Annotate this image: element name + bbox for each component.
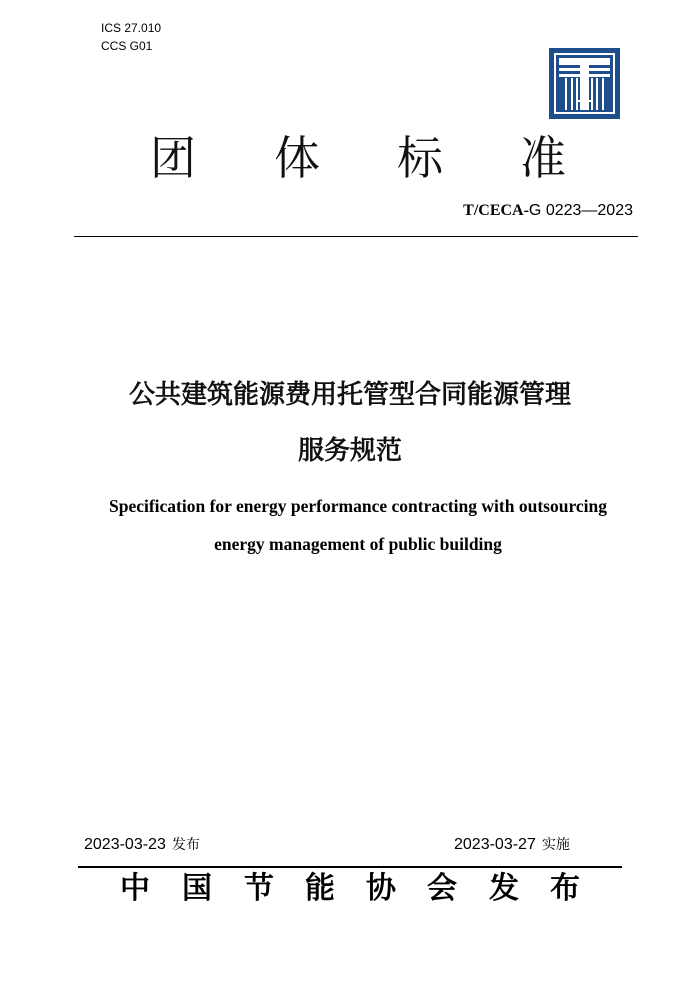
organization-logo bbox=[549, 48, 620, 119]
title-en-line1: Specification for energy performance contracting with outsourcing bbox=[108, 496, 608, 516]
ics-code: ICS 27.010 bbox=[101, 21, 162, 35]
standard-category-title bbox=[0, 128, 700, 188]
category-char: 体 bbox=[274, 131, 320, 185]
publisher-char: 节 bbox=[244, 871, 274, 906]
standard-code bbox=[463, 202, 633, 220]
implement-label: 实施 bbox=[541, 837, 570, 853]
top-divider bbox=[74, 236, 638, 237]
publisher-char: 布 bbox=[550, 871, 580, 906]
standard-code-prefix: T/CECA- bbox=[463, 202, 529, 219]
category-char: 标 bbox=[397, 131, 443, 185]
category-char: 团 bbox=[150, 131, 196, 185]
category-char: 准 bbox=[520, 131, 566, 185]
publisher-char: 国 bbox=[182, 871, 212, 906]
publisher bbox=[0, 868, 700, 910]
ccs-code: CCS G01 bbox=[101, 39, 153, 53]
title-cn-line2: 服务规范 bbox=[297, 436, 402, 466]
publisher-char: 中 bbox=[120, 871, 150, 906]
release-label: 发布 bbox=[171, 837, 200, 853]
classification-codes bbox=[101, 19, 161, 55]
publisher-char: 协 bbox=[366, 871, 396, 906]
publisher-char: 能 bbox=[305, 871, 335, 906]
release-date: 2023-03-23 bbox=[84, 836, 166, 853]
title-cn-line1: 公共建筑能源费用托管型合同能源管理 bbox=[128, 380, 571, 410]
publisher-char: 发 bbox=[489, 871, 519, 906]
title-en-line2: energy management of public building bbox=[214, 534, 502, 554]
implement-date-block bbox=[454, 834, 570, 854]
publisher-char: 会 bbox=[427, 871, 457, 906]
implement-date: 2023-03-27 bbox=[454, 836, 536, 853]
release-date-block bbox=[84, 834, 200, 854]
standard-code-number: G 0223—2023 bbox=[528, 202, 633, 219]
logo-icon bbox=[549, 48, 620, 119]
